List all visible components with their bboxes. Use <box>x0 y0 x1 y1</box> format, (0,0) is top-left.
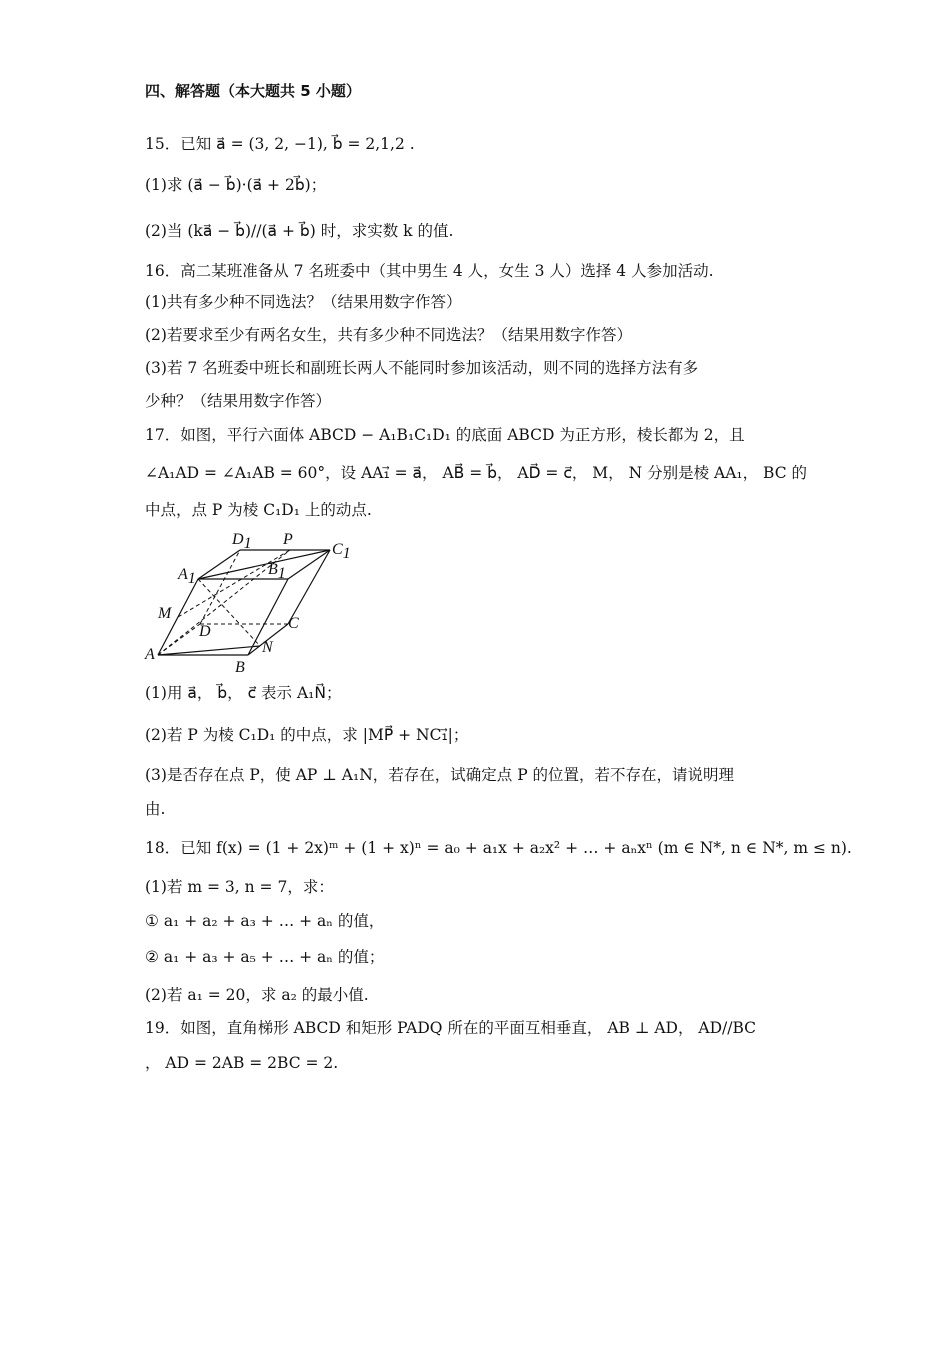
q17-part1: (1)用 a⃗， b⃗， c⃗ 表示 A₁N⃗； <box>145 684 342 702</box>
q17-stem-a: 17．如图，平行六面体 ABCD − A₁B₁C₁D₁ 的底面 ABCD 为正方形，棱长都为 2，且 <box>145 426 745 444</box>
label-B: B <box>235 659 245 676</box>
q15-stem: 15．已知 a⃗ = (3, 2, −1), b⃗ = 2,1,2 . <box>145 135 415 153</box>
label-P: P <box>283 531 293 548</box>
q19-stem-b: ， AD = 2AB = 2BC = 2. <box>145 1054 339 1072</box>
q18-item1: ① a₁ + a₂ + a₃ + … + aₙ 的值， <box>145 912 385 930</box>
q17-stem-c: 中点，点 P 为棱 C₁D₁ 上的动点. <box>145 501 372 519</box>
q16-part3-b: 少种？（结果用数字作答） <box>145 392 332 410</box>
parallelepiped-figure <box>140 528 370 676</box>
q17-stem-b: ∠A₁AD = ∠A₁AB = 60°，设 AA₁⃗ = a⃗， AB⃗ = b⃗， AD⃗ = c⃗， M， N 分别是棱 AA₁， BC 的 <box>145 464 808 482</box>
q19-stem-a: 19．如图，直角梯形 ABCD 和矩形 PADQ 所在的平面互相垂直， AB ⊥ AD， AD//BC <box>145 1019 757 1037</box>
label-N: N <box>262 639 273 656</box>
q16-part3-a: (3)若 7 名班委中班长和副班长两人不能同时参加该活动，则不同的选择方法有多 <box>145 359 699 377</box>
q15-part2: (2)当 (ka⃗ − b⃗)//(a⃗ + b⃗) 时，求实数 k 的值. <box>145 222 454 240</box>
label-D1: D1 <box>232 531 252 552</box>
q17-part3-b: 由. <box>145 800 166 818</box>
q17-part2: (2)若 P 为棱 C₁D₁ 的中点，求 |MP⃗ + NC₁⃗|； <box>145 726 469 744</box>
label-B1: B1 <box>268 561 286 582</box>
label-C1: C1 <box>332 541 351 562</box>
q18-part2: (2)若 a₁ = 20，求 a₂ 的最小值. <box>145 986 369 1004</box>
q16-stem: 16．高二某班准备从 7 名班委中（其中男生 4 人，女生 3 人）选择 4 人参加活动. <box>145 262 714 280</box>
q15-part1: (1)求 (a⃗ − b⃗)·(a⃗ + 2b⃗)； <box>145 176 327 194</box>
q17-part3-a: (3)是否存在点 P，使 AP ⊥ A₁N，若存在，试确定点 P 的位置，若不存在，请说明理 <box>145 766 735 784</box>
q16-part1: (1)共有多少种不同选法？（结果用数字作答） <box>145 293 462 311</box>
label-C: C <box>288 615 299 632</box>
q18-part1: (1)若 m = 3, n = 7，求： <box>145 878 334 896</box>
edge-DD1 <box>200 550 240 624</box>
label-A: A <box>145 646 155 663</box>
q18-stem: 18．已知 f(x) = (1 + 2x)ᵐ + (1 + x)ⁿ = a₀ + a₁x + a₂x² + … + aₙxⁿ (m ∈ N*, n ∈ N*, m ≤ n). <box>145 839 852 857</box>
edge-A1C1-top <box>198 550 330 579</box>
q18-item2: ② a₁ + a₃ + a₅ + … + aₙ 的值； <box>145 948 385 966</box>
label-D: D <box>199 623 211 640</box>
edge-CC1 <box>288 550 330 624</box>
q16-part2: (2)若要求至少有两名女生，共有多少种不同选法？（结果用数字作答） <box>145 326 632 344</box>
label-M: M <box>158 605 172 622</box>
section-title: 四、解答题（本大题共 5 小题） <box>145 82 361 100</box>
segment-AN <box>158 646 260 655</box>
label-A1: A1 <box>178 566 196 587</box>
